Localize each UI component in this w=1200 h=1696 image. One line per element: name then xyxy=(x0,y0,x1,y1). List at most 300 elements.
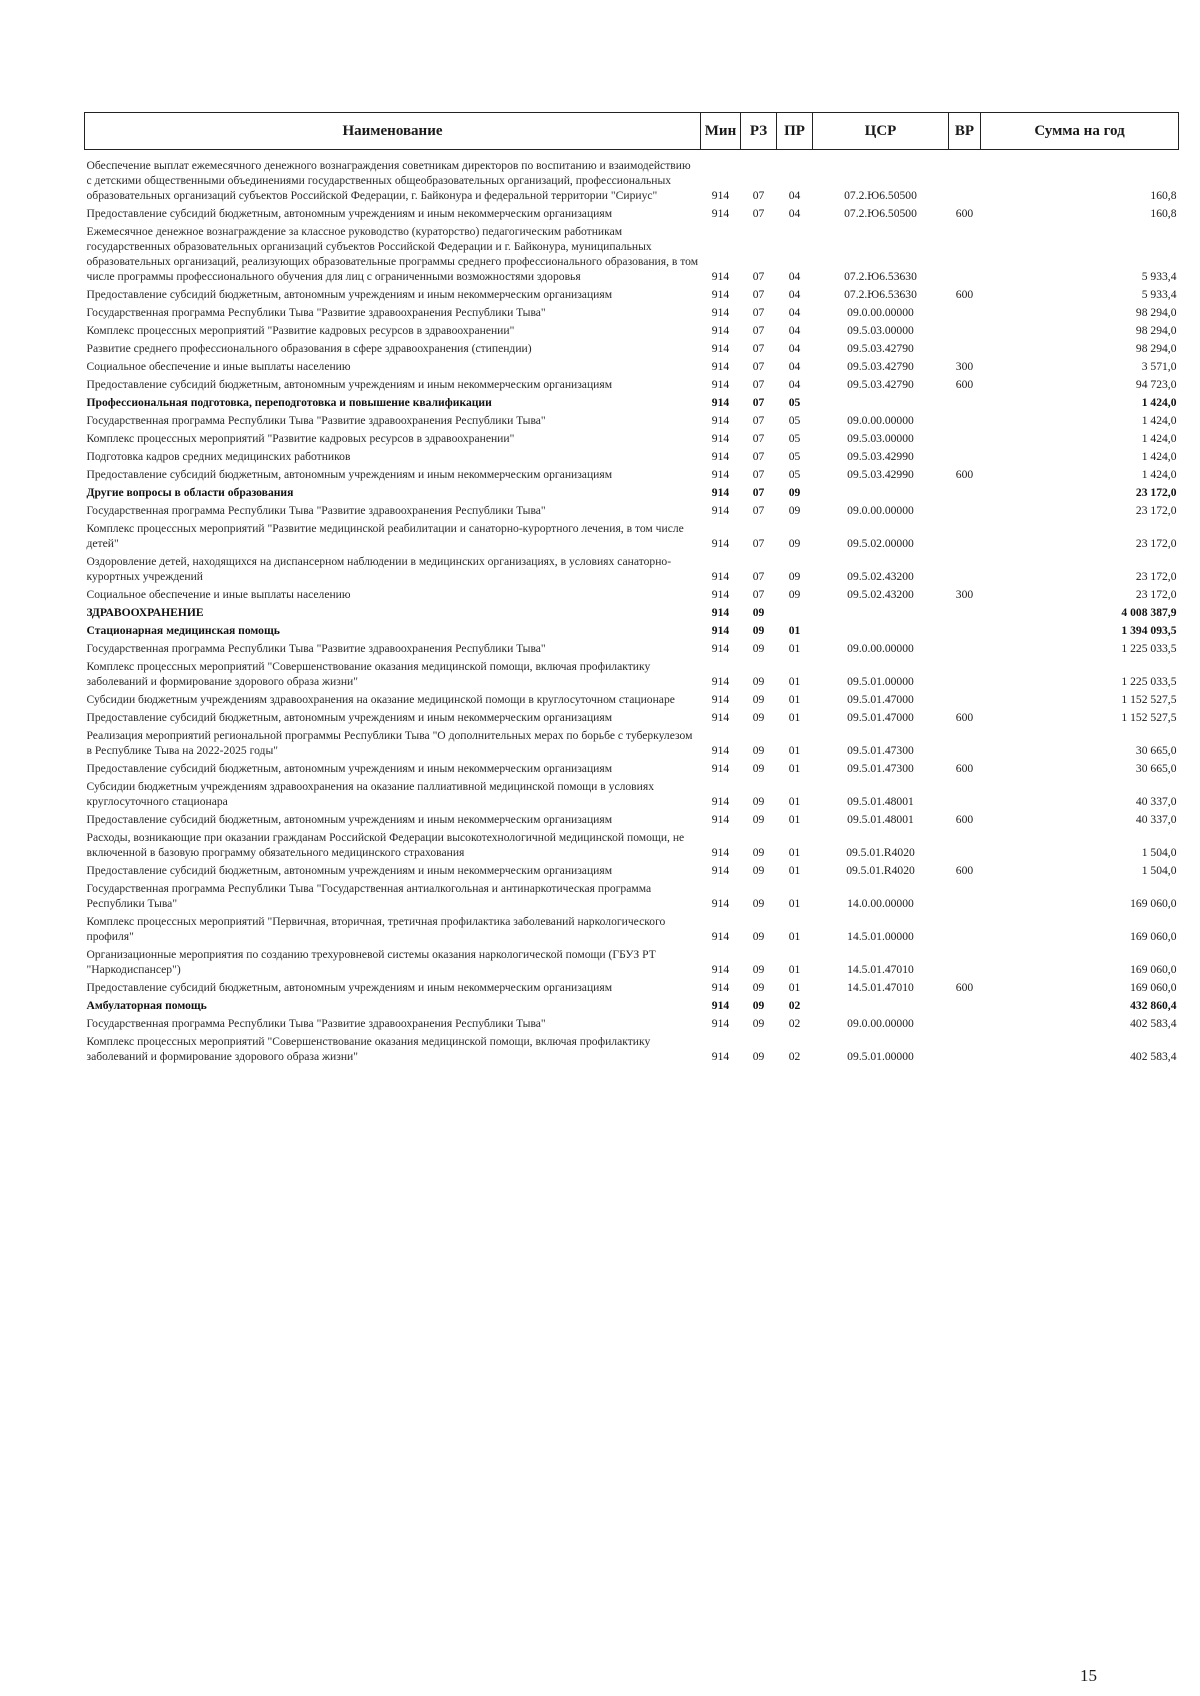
row-csr: 09.5.01.R4020 xyxy=(846,846,915,859)
row-vr xyxy=(949,484,981,502)
header-csr: ЦСР xyxy=(813,113,949,150)
row-csr: 09.5.03.42790 xyxy=(847,342,914,355)
row-pr: 05 xyxy=(788,414,801,427)
table-row xyxy=(85,376,1179,394)
row-csr: 14.5.01.47010 xyxy=(847,963,914,976)
row-min: 914 xyxy=(711,360,730,373)
row-vr xyxy=(949,829,981,862)
row-sum: 23 172,0 xyxy=(1135,570,1177,583)
row-name: Предоставление субсидий бюджетным, автономным учреждениям и иным некоммерческим организациям xyxy=(86,207,613,220)
row-rz: 07 xyxy=(752,570,765,583)
row-min: 914 xyxy=(711,378,730,391)
table-row xyxy=(85,640,1179,658)
row-min: 914 xyxy=(711,930,730,943)
row-rz: 07 xyxy=(752,324,765,337)
table-row xyxy=(85,466,1179,484)
row-name: Государственная программа Республики Тыва "Развитие здравоохранения Республики Тыва" xyxy=(86,504,546,517)
row-rz: 07 xyxy=(752,270,765,283)
row-rz: 09 xyxy=(752,606,765,619)
row-rz: 09 xyxy=(752,930,765,943)
row-sum: 1 424,0 xyxy=(1141,450,1177,463)
row-min: 914 xyxy=(711,675,730,688)
table-row xyxy=(85,691,1179,709)
row-rz: 07 xyxy=(752,288,765,301)
row-vr xyxy=(949,880,981,913)
row-vr: 600 xyxy=(955,762,974,775)
row-pr: 01 xyxy=(788,963,801,976)
row-name: Ежемесячное денежное вознаграждение за классное руководство (кураторство) педагогическим работникам государственных образовательных организаций субъектов Российской Федерации и г. Байконура, муниципальных образовательных организаций, реализующих образовательные программы среднего профессионального образования, в том числе программы профессионального обучения для лиц с ограниченными возможностями здоровья xyxy=(86,225,699,283)
row-pr: 01 xyxy=(788,624,801,637)
row-name: Расходы, возникающие при оказании гражданам Российской Федерации высокотехнологичной медицинской помощи, не включенной в базовую программу обязательного медицинского страхования xyxy=(86,831,685,859)
row-min: 914 xyxy=(711,864,730,877)
table-row xyxy=(85,727,1179,760)
table-row xyxy=(85,304,1179,322)
row-min: 914 xyxy=(711,570,730,583)
row-name: Другие вопросы в области образования xyxy=(86,486,294,499)
row-sum: 23 172,0 xyxy=(1135,486,1177,499)
table-row xyxy=(85,394,1179,412)
table-row xyxy=(85,913,1179,946)
row-pr: 05 xyxy=(788,468,801,481)
row-min: 914 xyxy=(711,846,730,859)
row-pr: 09 xyxy=(788,588,801,601)
row-pr: 09 xyxy=(788,486,801,499)
row-vr: 600 xyxy=(955,207,974,220)
row-sum: 432 860,4 xyxy=(1130,999,1177,1012)
row-csr: 14.5.01.47010 xyxy=(847,981,914,994)
table-row xyxy=(85,322,1179,340)
row-name: Стационарная медицинская помощь xyxy=(86,624,280,637)
row-rz: 07 xyxy=(752,468,765,481)
row-rz: 07 xyxy=(752,504,765,517)
row-csr: 09.5.02.43200 xyxy=(847,588,914,601)
row-rz: 07 xyxy=(752,450,765,463)
row-csr: 09.5.01.47000 xyxy=(847,711,914,724)
row-pr: 01 xyxy=(788,897,801,910)
row-vr xyxy=(949,913,981,946)
row-min: 914 xyxy=(711,813,730,826)
row-pr: 05 xyxy=(788,450,801,463)
row-vr: 600 xyxy=(955,288,974,301)
row-csr xyxy=(813,394,949,412)
row-name: Комплекс процессных мероприятий "Развитие кадровых ресурсов в здравоохранении" xyxy=(86,324,515,337)
row-sum: 1 394 093,5 xyxy=(1121,624,1177,637)
row-sum: 40 337,0 xyxy=(1135,795,1177,808)
row-name: Реализация мероприятий региональной программы Республики Тыва "О дополнительных мерах по борьбе с туберкулезом в Республике Тыва на 2022-2025 годы" xyxy=(86,729,693,757)
row-csr: 09.5.03.00000 xyxy=(847,324,914,337)
row-sum: 23 172,0 xyxy=(1135,537,1177,550)
row-pr xyxy=(777,604,813,622)
row-csr: 09.0.00.00000 xyxy=(847,1017,914,1030)
row-csr: 09.0.00.00000 xyxy=(847,306,914,319)
header-min: Мин xyxy=(701,113,741,150)
row-name: Предоставление субсидий бюджетным, автономным учреждениям и иным некоммерческим организациям xyxy=(86,378,613,391)
row-min: 914 xyxy=(711,414,730,427)
row-csr: 09.5.01.48001 xyxy=(847,795,914,808)
row-sum: 94 723,0 xyxy=(1135,378,1177,391)
row-name: Социальное обеспечение и иные выплаты населению xyxy=(86,360,351,373)
row-pr: 02 xyxy=(788,1050,801,1063)
row-vr xyxy=(949,778,981,811)
row-csr: 07.2.Ю6.50500 xyxy=(844,189,917,202)
row-vr xyxy=(949,622,981,640)
row-sum: 402 583,4 xyxy=(1130,1050,1177,1063)
row-vr xyxy=(949,1033,981,1066)
row-csr: 09.5.02.00000 xyxy=(847,537,914,550)
row-sum: 160,8 xyxy=(1150,189,1177,202)
row-pr: 04 xyxy=(788,288,801,301)
row-pr: 04 xyxy=(788,306,801,319)
row-sum: 40 337,0 xyxy=(1135,813,1177,826)
table-row xyxy=(85,811,1179,829)
row-min: 914 xyxy=(711,207,730,220)
row-rz: 09 xyxy=(752,711,765,724)
row-vr xyxy=(949,223,981,286)
row-rz: 09 xyxy=(752,744,765,757)
table-row xyxy=(85,862,1179,880)
row-rz: 09 xyxy=(752,693,765,706)
row-csr: 14.5.01.00000 xyxy=(847,930,914,943)
row-vr xyxy=(949,604,981,622)
row-vr: 600 xyxy=(955,864,974,877)
row-vr xyxy=(949,448,981,466)
row-pr: 01 xyxy=(788,711,801,724)
row-csr: 09.5.03.42790 xyxy=(847,360,914,373)
row-vr: 600 xyxy=(955,813,974,826)
table-row xyxy=(85,760,1179,778)
row-min: 914 xyxy=(711,624,730,637)
row-sum: 30 665,0 xyxy=(1135,762,1177,775)
row-name: Государственная программа Республики Тыва "Государственная антиалкогольная и антинаркотическая программа Республики Тыва" xyxy=(86,882,652,910)
row-csr: 07.2.Ю6.53630 xyxy=(844,288,917,301)
row-csr: 09.5.01.48001 xyxy=(847,813,914,826)
row-sum: 169 060,0 xyxy=(1130,897,1177,910)
row-pr: 02 xyxy=(788,999,801,1012)
row-rz: 09 xyxy=(752,642,765,655)
row-name: Субсидии бюджетным учреждениям здравоохранения на оказание медицинской помощи в круглосуточном стационаре xyxy=(86,693,675,706)
row-csr xyxy=(813,604,949,622)
row-rz: 09 xyxy=(752,675,765,688)
row-csr: 09.5.02.43200 xyxy=(847,570,914,583)
row-csr: 09.0.00.00000 xyxy=(847,414,914,427)
header-sum: Сумма на год xyxy=(981,113,1179,150)
row-min: 914 xyxy=(711,504,730,517)
row-rz: 07 xyxy=(752,537,765,550)
row-sum: 1 424,0 xyxy=(1141,414,1177,427)
row-min: 914 xyxy=(711,486,730,499)
row-min: 914 xyxy=(711,1050,730,1063)
row-sum: 1 504,0 xyxy=(1141,846,1177,859)
row-rz: 09 xyxy=(752,897,765,910)
row-pr: 01 xyxy=(788,675,801,688)
row-pr: 04 xyxy=(788,207,801,220)
row-vr: 600 xyxy=(955,711,974,724)
row-name: Обеспечение выплат ежемесячного денежного вознаграждения советникам директоров по воспитанию и взаимодействию с детскими общественными объединениями государственных общеобразовательных организаций, профессиональных образовательных организаций субъектов Российской Федерации, г. Байконура и федеральной территории "Сириус" xyxy=(86,159,691,202)
row-min: 914 xyxy=(711,999,730,1012)
row-rz: 07 xyxy=(752,360,765,373)
row-rz: 09 xyxy=(752,813,765,826)
row-vr: 600 xyxy=(955,981,974,994)
row-sum: 169 060,0 xyxy=(1130,963,1177,976)
row-min: 914 xyxy=(711,981,730,994)
table-row xyxy=(85,223,1179,286)
row-vr xyxy=(949,502,981,520)
row-sum: 1 424,0 xyxy=(1141,396,1177,409)
table-row xyxy=(85,205,1179,223)
row-csr: 09.5.01.47000 xyxy=(847,693,914,706)
row-pr: 09 xyxy=(788,537,801,550)
table-row xyxy=(85,946,1179,979)
row-min: 914 xyxy=(711,288,730,301)
row-vr xyxy=(949,322,981,340)
table-row xyxy=(85,979,1179,997)
row-name: Государственная программа Республики Тыва "Развитие здравоохранения Республики Тыва" xyxy=(86,1017,546,1030)
row-sum: 30 665,0 xyxy=(1135,744,1177,757)
row-sum: 169 060,0 xyxy=(1130,981,1177,994)
row-name: Оздоровление детей, находящихся на диспансерном наблюдении в медицинских организациях, в условиях санаторно-курортных учреждений xyxy=(86,555,672,583)
table-row xyxy=(85,1015,1179,1033)
row-name: Развитие среднего профессионального образования в сфере здравоохранения (стипендии) xyxy=(86,342,532,355)
row-vr xyxy=(949,430,981,448)
table-row xyxy=(85,1033,1179,1066)
row-min: 914 xyxy=(711,588,730,601)
row-csr xyxy=(813,484,949,502)
row-pr: 01 xyxy=(788,795,801,808)
row-csr: 09.5.01.R4020 xyxy=(846,864,915,877)
row-sum: 3 571,0 xyxy=(1141,360,1177,373)
row-rz: 09 xyxy=(752,999,765,1012)
row-name: Предоставление субсидий бюджетным, автономным учреждениям и иным некоммерческим организациям xyxy=(86,981,613,994)
table-row xyxy=(85,484,1179,502)
row-sum: 98 294,0 xyxy=(1135,342,1177,355)
row-min: 914 xyxy=(711,693,730,706)
row-name: Комплекс процессных мероприятий "Развитие кадровых ресурсов в здравоохранении" xyxy=(86,432,515,445)
table-row xyxy=(85,520,1179,553)
row-rz: 09 xyxy=(752,963,765,976)
row-vr xyxy=(949,340,981,358)
row-name: Субсидии бюджетным учреждениям здравоохранения на оказание паллиативной медицинской помощи в условиях круглосуточного стационара xyxy=(86,780,654,808)
row-csr: 09.5.03.00000 xyxy=(847,432,914,445)
row-rz: 09 xyxy=(752,1017,765,1030)
table-row xyxy=(85,448,1179,466)
row-sum: 1 424,0 xyxy=(1141,468,1177,481)
row-name: Предоставление субсидий бюджетным, автономным учреждениям и иным некоммерческим организациям xyxy=(86,288,613,301)
table-row xyxy=(85,502,1179,520)
row-pr: 01 xyxy=(788,744,801,757)
row-vr xyxy=(949,658,981,691)
row-min: 914 xyxy=(711,270,730,283)
row-name: Государственная программа Республики Тыва "Развитие здравоохранения Республики Тыва" xyxy=(86,642,546,655)
row-rz: 09 xyxy=(752,981,765,994)
row-csr: 14.0.00.00000 xyxy=(847,897,914,910)
row-pr: 01 xyxy=(788,813,801,826)
row-vr xyxy=(949,520,981,553)
row-sum: 169 060,0 xyxy=(1130,930,1177,943)
table-body xyxy=(85,150,1179,1067)
row-pr: 09 xyxy=(788,570,801,583)
header-pr: ПР xyxy=(777,113,813,150)
row-vr: 600 xyxy=(955,468,974,481)
row-pr: 04 xyxy=(788,378,801,391)
row-rz: 07 xyxy=(752,189,765,202)
row-csr: 09.5.03.42990 xyxy=(847,450,914,463)
row-pr: 09 xyxy=(788,504,801,517)
row-min: 914 xyxy=(711,762,730,775)
row-csr: 09.5.01.00000 xyxy=(847,1050,914,1063)
row-sum: 98 294,0 xyxy=(1135,306,1177,319)
row-name: Комплекс процессных мероприятий "Первичная, вторичная, третичная профилактика заболеваний наркологического профиля" xyxy=(86,915,666,943)
budget-sheet xyxy=(84,112,1178,1066)
table-row xyxy=(85,880,1179,913)
row-min: 914 xyxy=(711,897,730,910)
row-pr: 04 xyxy=(788,270,801,283)
row-vr: 600 xyxy=(955,378,974,391)
table-row xyxy=(85,709,1179,727)
row-vr xyxy=(949,553,981,586)
row-sum: 1 152 527,5 xyxy=(1121,693,1177,706)
row-name: Предоставление субсидий бюджетным, автономным учреждениям и иным некоммерческим организациям xyxy=(86,711,613,724)
row-name: Подготовка кадров средних медицинских работников xyxy=(86,450,351,463)
row-name: Амбулаторная помощь xyxy=(86,999,207,1012)
row-pr: 05 xyxy=(788,432,801,445)
row-rz: 07 xyxy=(752,588,765,601)
row-sum: 5 933,4 xyxy=(1141,270,1177,283)
row-rz: 09 xyxy=(752,795,765,808)
row-pr: 02 xyxy=(788,1017,801,1030)
row-name: ЗДРАВООХРАНЕНИЕ xyxy=(86,606,204,619)
row-name: Комплекс процессных мероприятий "Совершенствование оказания медицинской помощи, включая профилактику заболеваний и формирование здорового образа жизни" xyxy=(86,1035,651,1063)
row-pr: 01 xyxy=(788,762,801,775)
row-vr: 300 xyxy=(955,360,974,373)
table-row xyxy=(85,430,1179,448)
header-vr: ВР xyxy=(949,113,981,150)
row-rz: 07 xyxy=(752,207,765,220)
row-pr: 04 xyxy=(788,360,801,373)
row-rz: 09 xyxy=(752,762,765,775)
table-row xyxy=(85,622,1179,640)
row-min: 914 xyxy=(711,795,730,808)
row-vr: 300 xyxy=(955,588,974,601)
row-csr: 09.5.03.42790 xyxy=(847,378,914,391)
row-pr: 01 xyxy=(788,693,801,706)
row-vr xyxy=(949,412,981,430)
table-row xyxy=(85,778,1179,811)
row-min: 914 xyxy=(711,342,730,355)
row-vr xyxy=(949,946,981,979)
header-rz: РЗ xyxy=(741,113,777,150)
row-rz: 07 xyxy=(752,414,765,427)
row-pr: 01 xyxy=(788,981,801,994)
row-csr: 07.2.Ю6.50500 xyxy=(844,207,917,220)
row-min: 914 xyxy=(711,711,730,724)
row-pr: 04 xyxy=(788,189,801,202)
row-name: Предоставление субсидий бюджетным, автономным учреждениям и иным некоммерческим организациям xyxy=(86,813,613,826)
row-name: Предоставление субсидий бюджетным, автономным учреждениям и иным некоммерческим организациям xyxy=(86,468,613,481)
row-name: Предоставление субсидий бюджетным, автономным учреждениям и иным некоммерческим организациям xyxy=(86,864,613,877)
row-min: 914 xyxy=(711,606,730,619)
row-csr: 09.5.03.42990 xyxy=(847,468,914,481)
row-sum: 5 933,4 xyxy=(1141,288,1177,301)
row-sum: 98 294,0 xyxy=(1135,324,1177,337)
row-vr xyxy=(949,997,981,1015)
row-vr xyxy=(949,640,981,658)
table-row xyxy=(85,286,1179,304)
row-min: 914 xyxy=(711,306,730,319)
table-row xyxy=(85,658,1179,691)
row-min: 914 xyxy=(711,324,730,337)
row-min: 914 xyxy=(711,963,730,976)
row-vr xyxy=(949,1015,981,1033)
table-row xyxy=(85,997,1179,1015)
row-vr xyxy=(949,691,981,709)
row-sum: 23 172,0 xyxy=(1135,588,1177,601)
row-rz: 07 xyxy=(752,396,765,409)
row-name: Социальное обеспечение и иные выплаты населению xyxy=(86,588,351,601)
row-name: Комплекс процессных мероприятий "Совершенствование оказания медицинской помощи, включая профилактику заболеваний и формирование здорового образа жизни" xyxy=(86,660,651,688)
row-rz: 07 xyxy=(752,432,765,445)
row-pr: 01 xyxy=(788,642,801,655)
row-sum: 402 583,4 xyxy=(1130,1017,1177,1030)
table-row xyxy=(85,358,1179,376)
row-min: 914 xyxy=(711,537,730,550)
row-min: 914 xyxy=(711,642,730,655)
row-name: Комплекс процессных мероприятий "Развитие медицинской реабилитации и санаторно-курортного лечения, в том числе детей" xyxy=(86,522,684,550)
row-sum: 23 172,0 xyxy=(1135,504,1177,517)
row-vr xyxy=(949,304,981,322)
table-row xyxy=(85,150,1179,206)
row-name: Предоставление субсидий бюджетным, автономным учреждениям и иным некоммерческим организациям xyxy=(86,762,613,775)
row-pr: 04 xyxy=(788,342,801,355)
table-row xyxy=(85,412,1179,430)
row-vr xyxy=(949,727,981,760)
row-rz: 09 xyxy=(752,1050,765,1063)
row-min: 914 xyxy=(711,432,730,445)
row-csr: 09.5.01.00000 xyxy=(847,675,914,688)
row-csr: 09.0.00.00000 xyxy=(847,504,914,517)
budget-table xyxy=(84,112,1179,1066)
row-pr: 04 xyxy=(788,324,801,337)
row-vr xyxy=(949,394,981,412)
row-csr: 09.5.01.47300 xyxy=(847,744,914,757)
row-min: 914 xyxy=(711,1017,730,1030)
row-csr xyxy=(813,997,949,1015)
row-rz: 07 xyxy=(752,342,765,355)
row-sum: 1 225 033,5 xyxy=(1121,675,1177,688)
row-min: 914 xyxy=(711,744,730,757)
table-row xyxy=(85,604,1179,622)
table-row xyxy=(85,586,1179,604)
row-pr: 01 xyxy=(788,930,801,943)
row-csr: 07.2.Ю6.53630 xyxy=(844,270,917,283)
row-csr: 09.5.01.47300 xyxy=(847,762,914,775)
row-rz: 09 xyxy=(752,624,765,637)
row-min: 914 xyxy=(711,189,730,202)
table-row xyxy=(85,553,1179,586)
row-sum: 4 008 387,9 xyxy=(1121,606,1177,619)
row-pr: 01 xyxy=(788,846,801,859)
row-sum: 1 152 527,5 xyxy=(1121,711,1177,724)
row-rz: 07 xyxy=(752,378,765,391)
page-number: 15 xyxy=(1080,1666,1097,1685)
row-sum: 1 225 033,5 xyxy=(1121,642,1177,655)
row-sum: 160,8 xyxy=(1150,207,1177,220)
row-name: Организационные мероприятия по созданию трехуровневой системы оказания наркологической помощи (ГБУЗ РТ "Наркодиспансер") xyxy=(86,948,656,976)
row-rz: 09 xyxy=(752,864,765,877)
row-name: Государственная программа Республики Тыва "Развитие здравоохранения Республики Тыва" xyxy=(86,306,546,319)
row-sum: 1 504,0 xyxy=(1141,864,1177,877)
row-vr xyxy=(949,150,981,206)
row-min: 914 xyxy=(711,450,730,463)
